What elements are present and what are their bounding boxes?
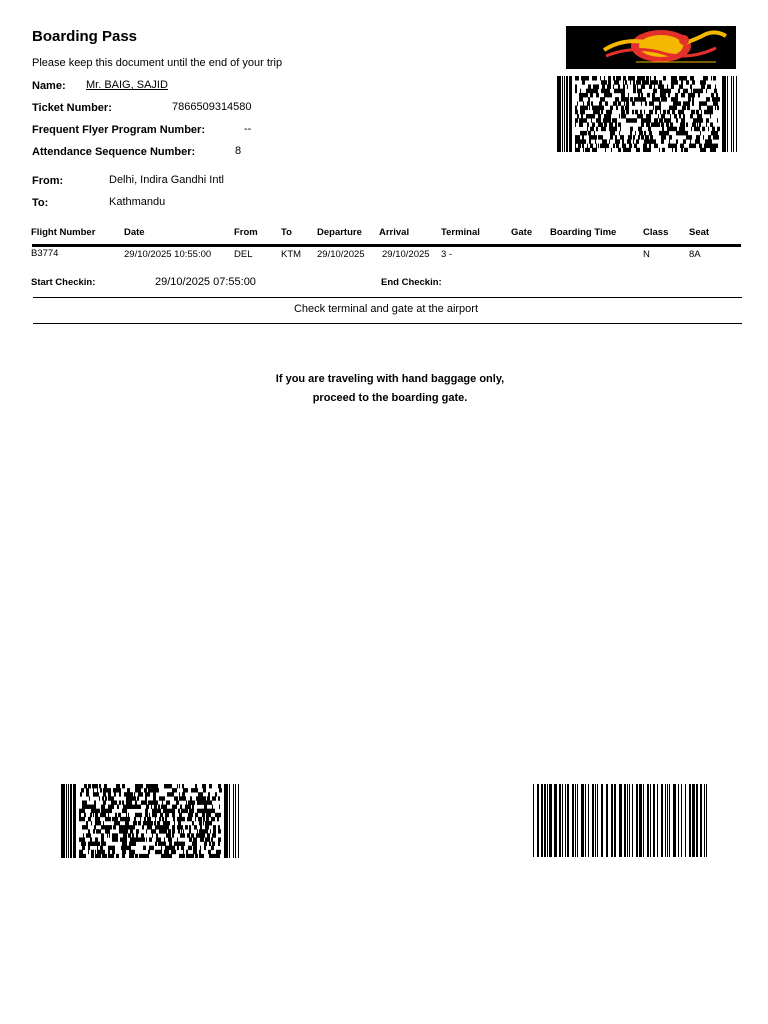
table-header-rule — [32, 244, 741, 247]
linear-barcode-bottom — [533, 784, 711, 857]
cell-terminal: 3 - — [441, 249, 453, 260]
start-checkin-label: Start Checkin: — [31, 277, 96, 288]
col-header-seat: Seat — [689, 227, 710, 238]
pdf417-barcode-top — [557, 76, 737, 152]
col-header-departure: Departure — [317, 227, 362, 238]
cell-seat: 8A — [689, 249, 701, 260]
from-label: From: — [32, 175, 64, 187]
page-title: Boarding Pass — [32, 28, 138, 45]
col-header-terminal: Terminal — [441, 227, 480, 238]
col-header-from: From — [234, 227, 258, 238]
pdf417-barcode-bottom — [61, 784, 239, 858]
notice-top-rule — [33, 297, 742, 298]
baggage-note-line2: proceed to the boarding gate. — [312, 392, 468, 404]
cell-class: N — [643, 249, 650, 260]
col-header-arrival: Arrival — [379, 227, 410, 238]
cell-date: 29/10/2025 10:55:00 — [124, 249, 212, 260]
cell-from: DEL — [234, 249, 253, 260]
ffp-label: Frequent Flyer Program Number: — [32, 124, 205, 136]
name-label: Name: — [32, 80, 66, 92]
notice-bottom-rule — [33, 323, 742, 324]
ffp-value: -- — [244, 123, 252, 135]
sequence-label: Attendance Sequence Number: — [32, 146, 196, 158]
baggage-note-line1: If you are traveling with hand baggage only, — [275, 373, 505, 385]
airline-logo — [566, 26, 736, 69]
to-label: To: — [32, 197, 49, 209]
cell-to: KTM — [281, 249, 302, 260]
ticket-number-value: 7866509314580 — [172, 101, 252, 113]
col-header-gate: Gate — [511, 227, 533, 238]
sequence-value: 8 — [235, 145, 242, 157]
cell-departure: 29/10/2025 — [317, 249, 365, 260]
ticket-number-label: Ticket Number: — [32, 102, 112, 114]
page-subtitle: Please keep this document until the end of your trip — [32, 57, 283, 69]
col-header-flight-number: Flight Number — [31, 227, 96, 238]
start-checkin-value: 29/10/2025 07:55:00 — [155, 276, 256, 288]
col-header-class: Class — [643, 227, 669, 238]
from-value: Delhi, Indira Gandhi Intl — [109, 174, 224, 186]
terminal-gate-notice: Check terminal and gate at the airport — [293, 303, 479, 315]
cell-flight-number: B3774 — [31, 248, 59, 259]
col-header-boarding-time: Boarding Time — [550, 227, 617, 238]
to-value: Kathmandu — [109, 196, 166, 208]
col-header-date: Date — [124, 227, 145, 238]
name-value: Mr. BAIG, SAJID — [86, 79, 168, 91]
col-header-to: To — [281, 227, 292, 238]
cell-arrival: 29/10/2025 — [382, 249, 430, 260]
end-checkin-label: End Checkin: — [381, 277, 442, 288]
